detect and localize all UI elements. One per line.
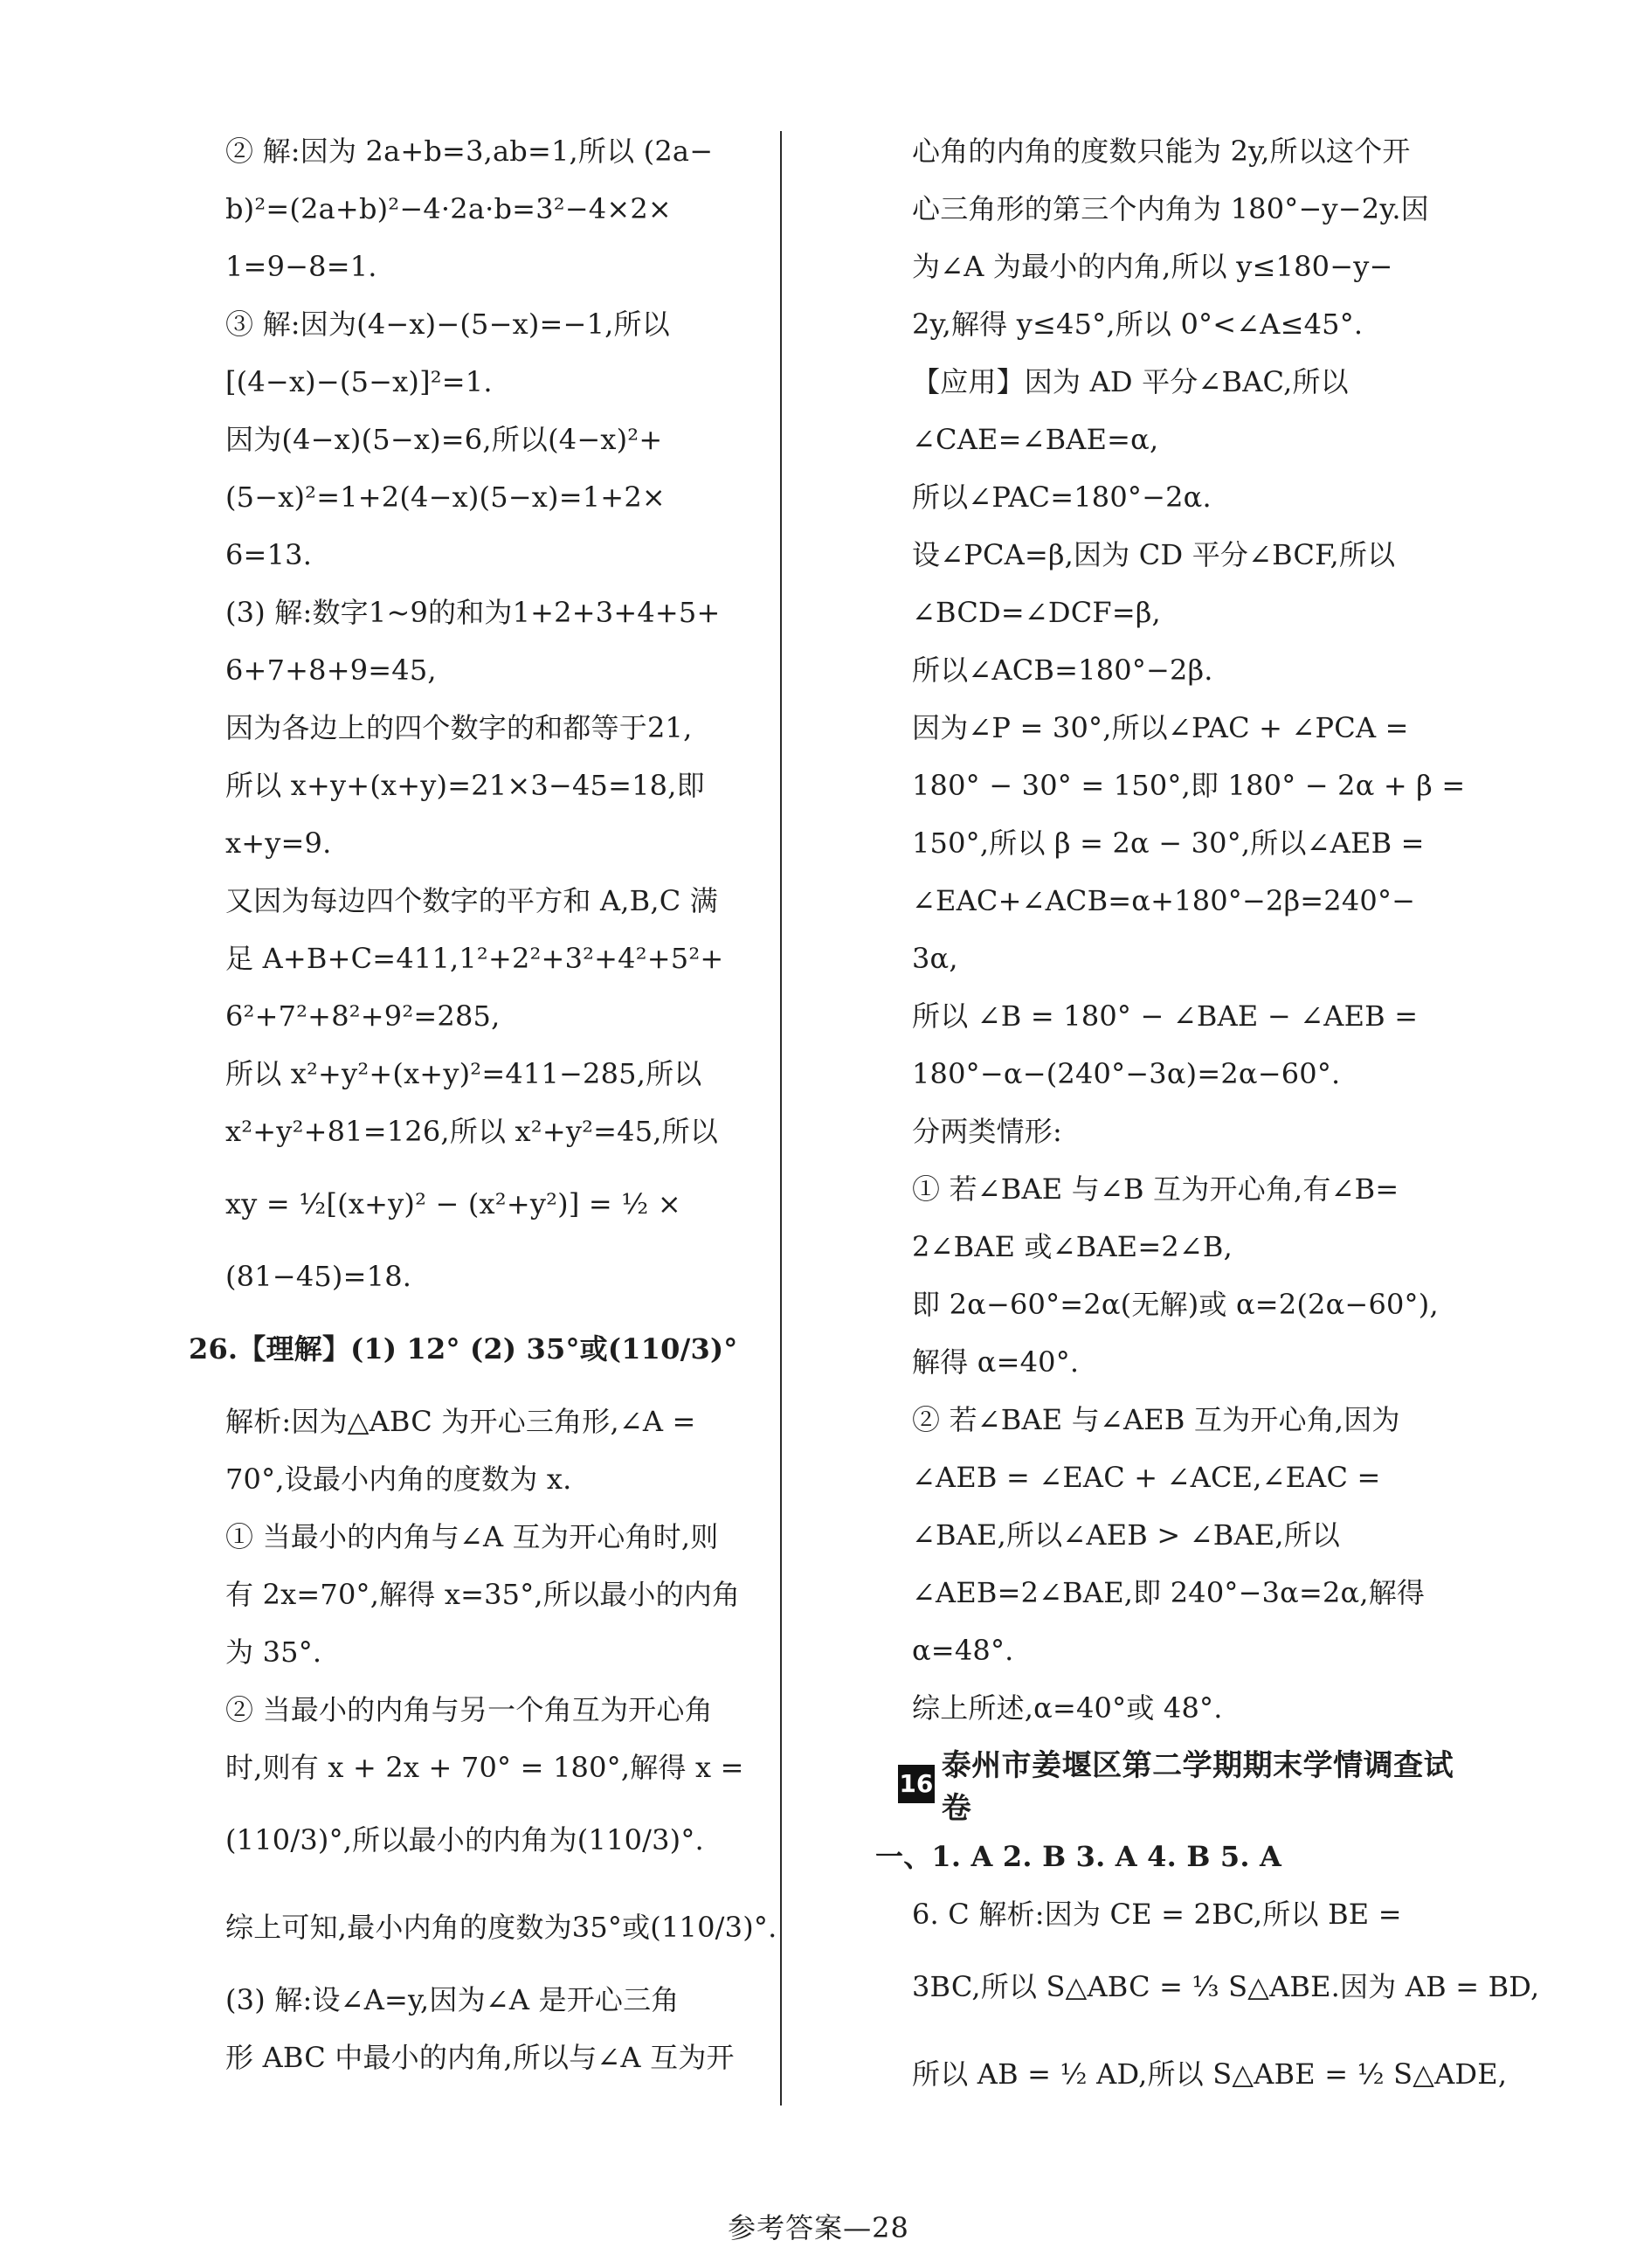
text-line: 180° − 30° = 150°,即 180° − 2α + β = (912, 769, 1466, 802)
text-line: (3) 解:设∠A=y,因为∠A 是开心三角 (225, 1983, 680, 2016)
text-line: 所以 AB = ½ AD,所以 S△ABE = ½ S△ADE, (912, 2057, 1508, 2091)
text-line: xy = ½[(x+y)² − (x²+y²)] = ½ × (225, 1187, 681, 1220)
left-column (189, 122, 777, 2086)
text-line: 足 A+B+C=411,1²+2²+3²+4²+5²+ (225, 942, 724, 975)
text-line: 解析:因为△ABC 为开心三角形,∠A = (225, 1405, 696, 1438)
text-line: b)²=(2a+b)²−4·2a·b=3²−4×2× (225, 192, 672, 225)
text-line: 因为∠P = 30°,所以∠PAC + ∠PCA = (912, 711, 1409, 744)
text-line: ③ 解:因为(4−x)−(5−x)=−1,所以 (225, 308, 670, 341)
text-line: 设∠PCA=β,因为 CD 平分∠BCF,所以 (912, 538, 1396, 571)
text-line: ② 若∠BAE 与∠AEB 互为开心角,因为 (912, 1403, 1400, 1436)
text-line: 因为各边上的四个数字的和都等于21, (225, 711, 693, 744)
text-line: 因为(4−x)(5−x)=6,所以(4−x)²+ (225, 423, 663, 456)
text-line: 1=9−8=1. (225, 250, 377, 283)
text-line: 所以 x+y+(x+y)=21×3−45=18,即 (225, 769, 705, 802)
text-line: ② 当最小的内角与另一个角互为开心角 (225, 1693, 713, 1726)
text-line: ∠EAC+∠ACB=α+180°−2β=240°− (912, 884, 1416, 917)
text-line: 时,则有 x + 2x + 70° = 180°,解得 x = (225, 1751, 744, 1784)
text-line: ∠BAE,所以∠AEB > ∠BAE,所以 (912, 1518, 1341, 1552)
text-line: ∠AEB=2∠BAE,即 240°−3α=2α,解得 (912, 1576, 1426, 1609)
text-line: 心三角形的第三个内角为 180°−y−2y.因 (912, 192, 1429, 225)
text-line: 解得 α=40°. (912, 1345, 1080, 1379)
text-line: 综上可知,最小内角的度数为35°或(110/3)°. (225, 1911, 777, 1944)
text-line: 综上所述,α=40°或 48°. (912, 1691, 1223, 1725)
text-line: 6²+7²+8²+9²=285, (225, 999, 501, 1033)
text-line: 即 2α−60°=2α(无解)或 α=2(2α−60°), (912, 1288, 1439, 1321)
text-line: ① 当最小的内角与∠A 互为开心角时,则 (225, 1520, 719, 1553)
text-line: (3) 解:数字1~9的和为1+2+3+4+5+ (225, 596, 721, 629)
text-line: ∠CAE=∠BAE=α, (912, 423, 1159, 456)
text-line: 【应用】因为 AD 平分∠BAC,所以 (912, 365, 1349, 398)
text-line: 6. C 解析:因为 CE = 2BC,所以 BE = (912, 1898, 1402, 1931)
text-line: 6+7+8+9=45, (225, 653, 437, 687)
text-line: (5−x)²=1+2(4−x)(5−x)=1+2× (225, 481, 666, 514)
text-line: 心角的内角的度数只能为 2y,所以这个开 (912, 135, 1411, 168)
text-line: 所以 ∠B = 180° − ∠BAE − ∠AEB = (912, 999, 1419, 1033)
section-header (898, 1748, 1455, 1826)
text-line: ① 若∠BAE 与∠B 互为开心角,有∠B= (912, 1172, 1399, 1206)
text-line: x+y=9. (225, 826, 332, 860)
text-line: 所以∠PAC=180°−2α. (912, 481, 1212, 514)
text-line: 2∠BAE 或∠BAE=2∠B, (912, 1230, 1233, 1263)
text-line: 180°−α−(240°−3α)=2α−60°. (912, 1057, 1341, 1090)
text-line: 有 2x=70°,解得 x=35°,所以最小的内角 (225, 1578, 741, 1611)
text-line: ∠BCD=∠DCF=β, (912, 596, 1161, 629)
text-line: 所以∠ACB=180°−2β. (912, 653, 1213, 687)
question-heading: 26.【理解】(1) 12° (2) 35°或(110/3)° (189, 1332, 738, 1366)
text-line: 为 35°. (225, 1635, 322, 1669)
text-line: 所以 x²+y²+(x+y)²=411−285,所以 (225, 1057, 702, 1090)
text-line: 为∠A 为最小的内角,所以 y≤180−y− (912, 250, 1393, 283)
text-line: 又因为每边四个数字的平方和 A,B,C 满 (225, 884, 718, 917)
text-line: ∠AEB = ∠EAC + ∠ACE,∠EAC = (912, 1461, 1381, 1494)
text-line: 形 ABC 中最小的内角,所以与∠A 互为开 (225, 2041, 735, 2074)
text-line: 2y,解得 y≤45°,所以 0°<∠A≤45°. (912, 308, 1364, 341)
text-line: 3α, (912, 942, 958, 975)
text-line: 70°,设最小内角的度数为 x. (225, 1462, 572, 1496)
text-line: [(4−x)−(5−x)]²=1. (225, 365, 493, 398)
text-line: (110/3)°,所以最小的内角为(110/3)°. (225, 1823, 704, 1857)
section-title: 泰州市姜堰区第二学期期末学情调查试卷 (941, 1748, 1454, 1826)
text-line: 3BC,所以 S△ABC = ⅓ S△ABE.因为 AB = BD, (912, 1970, 1540, 2003)
text-line: 6=13. (225, 538, 313, 571)
text-line: ② 解:因为 2a+b=3,ab=1,所以 (2a− (225, 135, 714, 168)
text-line: x²+y²+81=126,所以 x²+y²=45,所以 (225, 1115, 719, 1148)
text-line: α=48°. (912, 1634, 1014, 1667)
text-line: (81−45)=18. (225, 1260, 412, 1293)
column-divider (780, 131, 782, 2106)
page-footer: 参考答案—28 (728, 2211, 909, 2244)
text-line: 分两类情形: (912, 1115, 1062, 1148)
section-number-badge: 16 (898, 1765, 935, 1803)
right-column (875, 122, 1540, 2118)
answers-line: 一、1. A 2. B 3. A 4. B 5. A (875, 1840, 1282, 1873)
text-line: 150°,所以 β = 2α − 30°,所以∠AEB = (912, 826, 1425, 860)
